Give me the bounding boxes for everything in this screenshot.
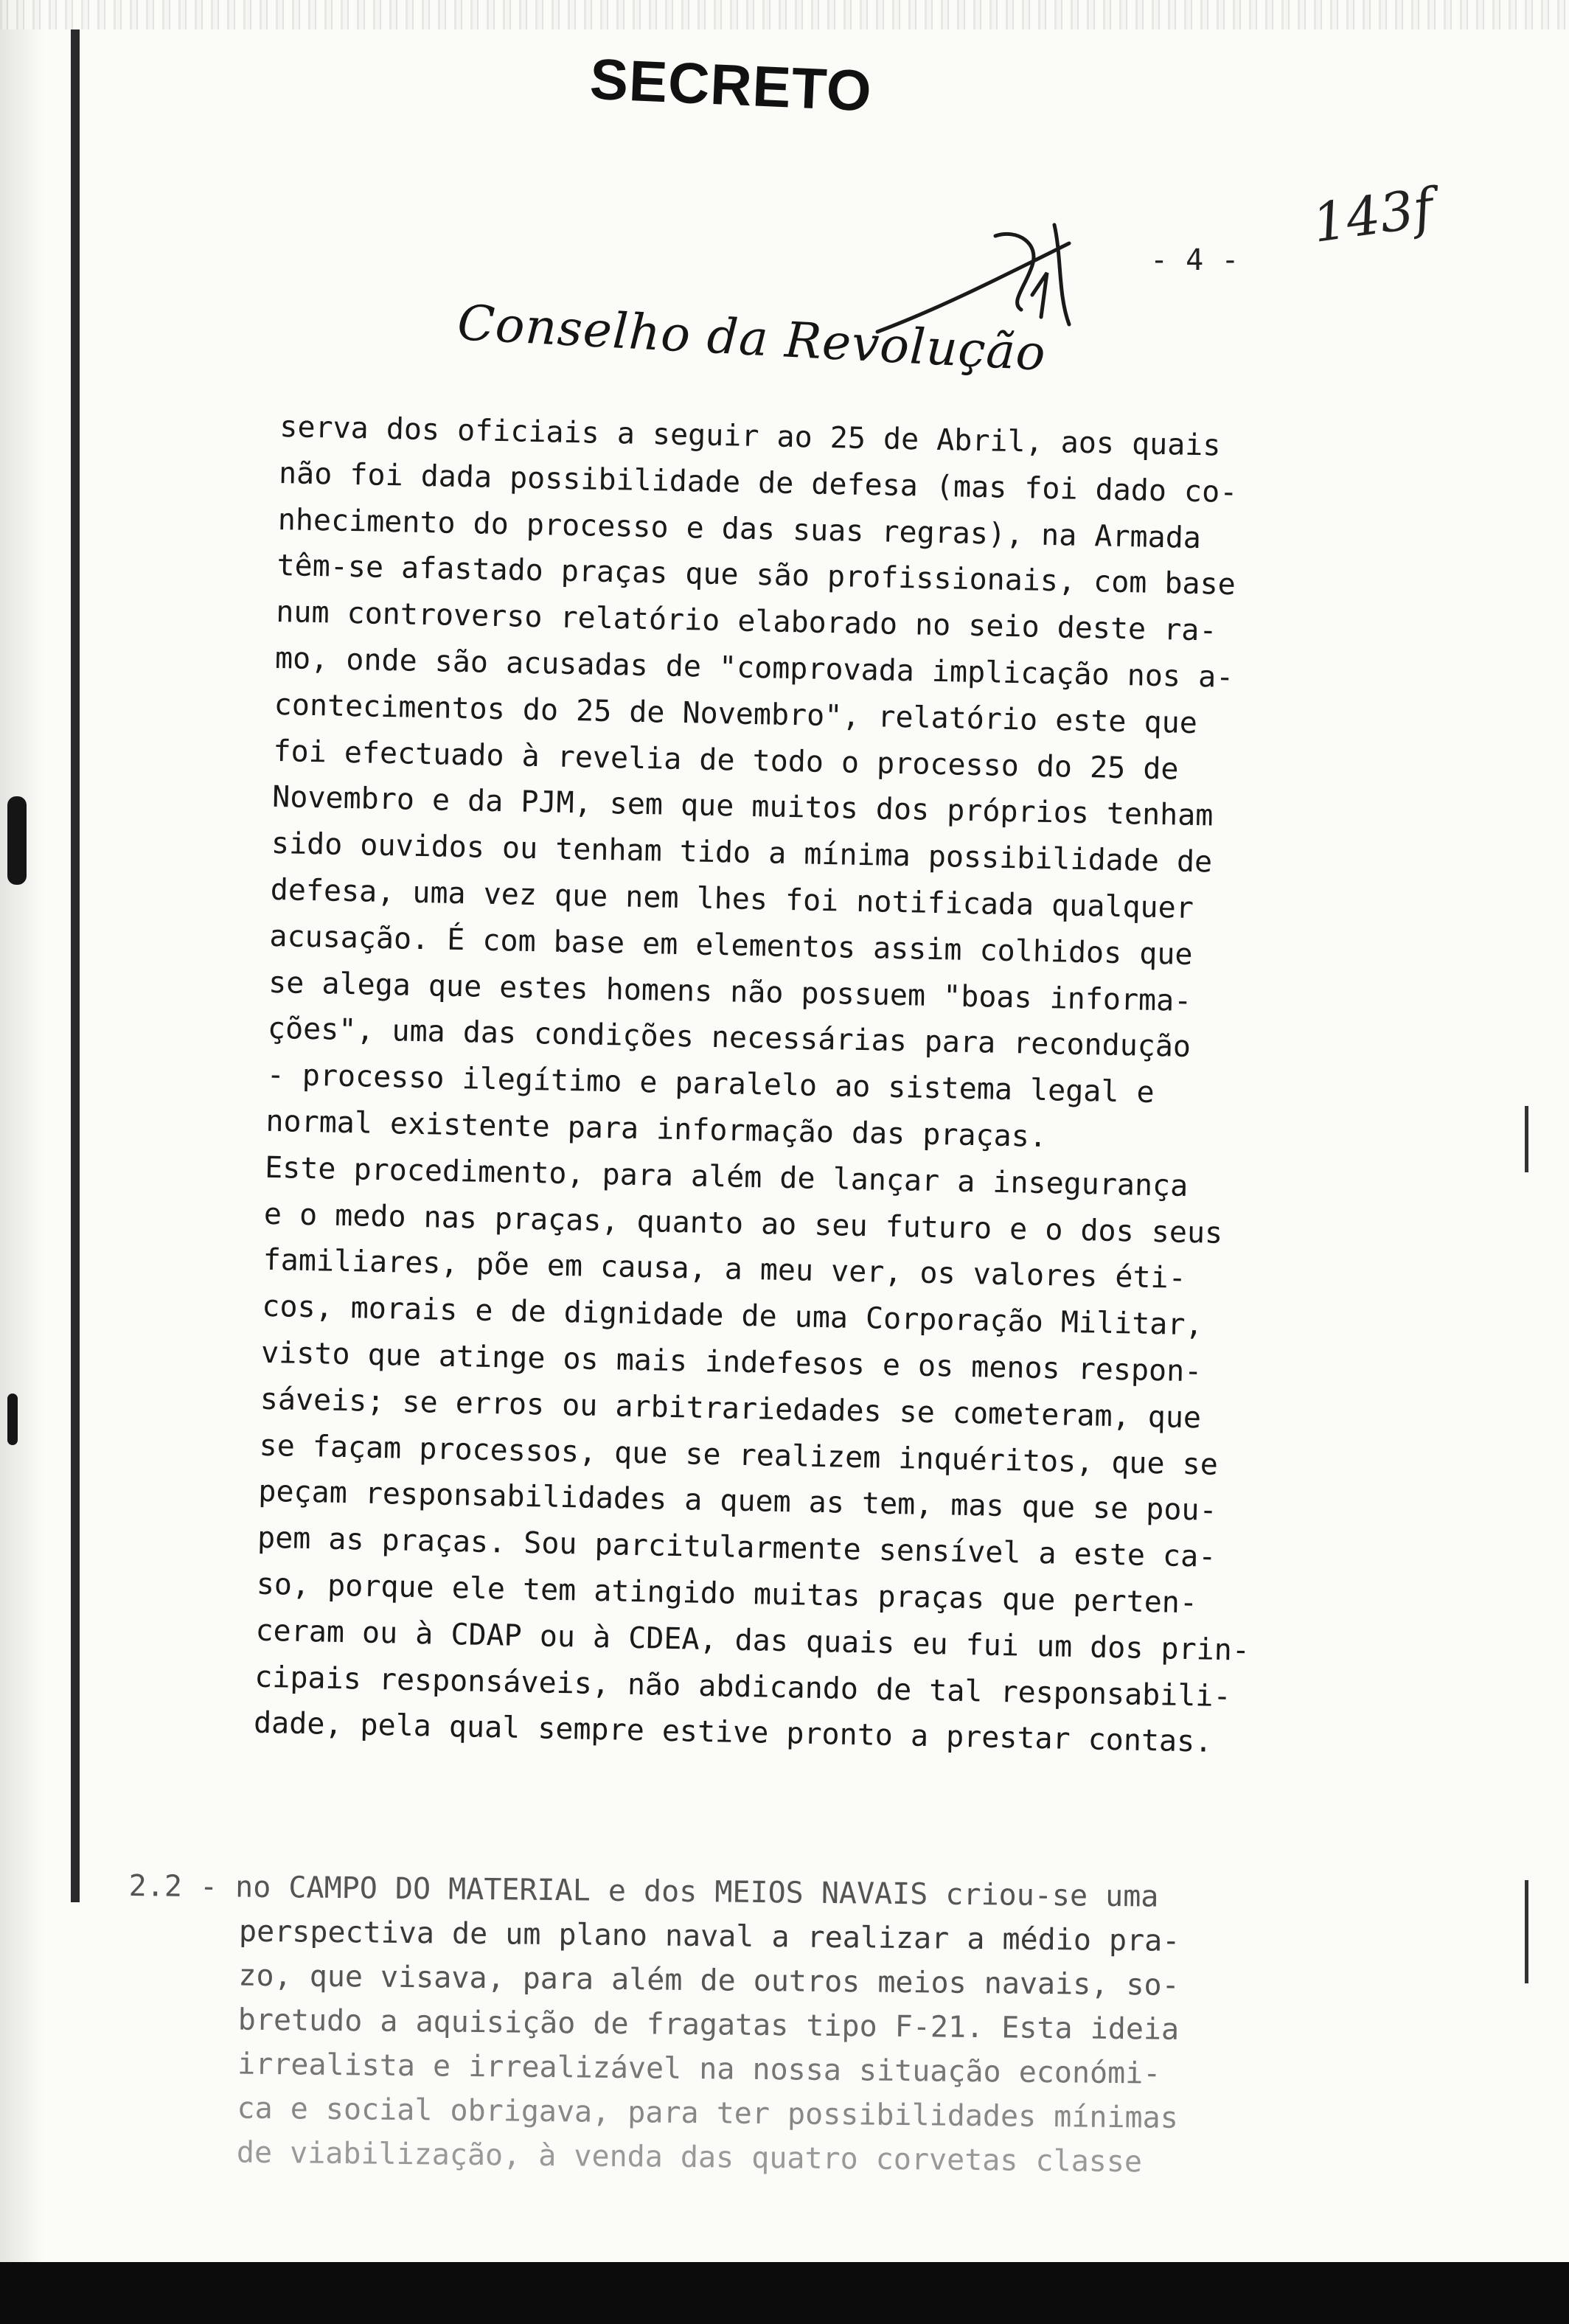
text-line: - processo ilegítimo e paralelo ao sistema legal e (266, 1057, 1155, 1110)
text-line: se façam processos, que se realizem inquéritos, que se (259, 1428, 1219, 1482)
text-line: têm-se afastado praças que são profissionais, com base (276, 549, 1236, 602)
punch-hole-mark (7, 1394, 18, 1445)
text-line: pem as praças. Sou parcitularmente sensível a este ca- (257, 1520, 1217, 1574)
text-line: serva dos oficiais a seguir ao 25 de Abril, aos quais (279, 409, 1221, 463)
text-line: foi efectuado à revelia de todo o processo do 25 de (273, 734, 1179, 787)
text-line: acusação. É com base em elementos assim colhidos que (269, 919, 1193, 972)
text-line: mo, onde são acusadas de "comprovada implicação nos a- (274, 641, 1234, 695)
scan-edge-shadow (0, 0, 44, 2271)
text-line: ceram ou à CDAP ou à CDEA, das quais eu fui um dos prin- (255, 1613, 1250, 1668)
text-line: Este procedimento, para além de lançar a insegurança (264, 1150, 1189, 1203)
text-line: sido ouvidos ou tenham tido a mínima possibilidade de (271, 827, 1213, 880)
text-line: contecimentos do 25 de Novembro", relatório este que (274, 687, 1198, 740)
scan-top-noise (0, 0, 1569, 29)
text-line: e o medo nas praças, quanto ao seu futuro e o dos seus (263, 1197, 1223, 1250)
text-line: familiares, põe em causa, a meu ver, os valores éti- (262, 1243, 1187, 1296)
section-2-2 (126, 1864, 1279, 2185)
text-line: dade, pela qual sempre estive pronto a prestar contas. (253, 1705, 1213, 1760)
text-line: nhecimento do processo e das suas regras), na Armada (277, 502, 1202, 555)
section-first-line: - no CAMPO DO MATERIAL e dos MEIOS NAVAIS criou-se uma (199, 1870, 1159, 1914)
text-line: cos, morais e de dignidade de uma Corporação Militar, (261, 1289, 1203, 1343)
punch-hole-mark (7, 796, 27, 885)
letterhead-title: Conselho da Revolução (456, 294, 1048, 382)
text-line: defesa, uma vez que nem lhes foi notificada qualquer (270, 872, 1194, 925)
text-line: normal existente para informação das praças. (265, 1104, 1048, 1155)
text-line: ções", uma das condições necessárias para recondução (267, 1012, 1191, 1065)
section-number: 2.2 (128, 1868, 183, 1904)
secret-stamp: SECRETO (588, 46, 874, 124)
scan-bottom-border (0, 2262, 1569, 2324)
section-text-line: zo, que visava, para além de outros meios navais, so- (238, 1958, 1180, 2003)
body-paragraph (253, 404, 1326, 1767)
text-line: não foi dada possibilidade de defesa (mas foi dado co- (278, 456, 1238, 509)
text-line: so, porque ele tem atingido muitas praças que perten- (256, 1567, 1198, 1621)
section-text-line: de viabilização, à venda das quatro corvetas classe (236, 2135, 1143, 2179)
section-text-line: bretudo a aquisição de fragatas tipo F-21. Esta ideia (237, 2003, 1180, 2047)
margin-mark (1525, 1880, 1528, 1983)
section-text-line: ca e social obrigava, para ter possibilidades mínimas (237, 2091, 1179, 2135)
text-line: num controverso relatório elaborado no seio deste ra- (275, 595, 1217, 648)
page-number: - 4 - (1150, 243, 1239, 277)
text-line: sáveis; se erros ou arbitrariedades se cometeram, que (260, 1382, 1202, 1436)
margin-mark (1525, 1106, 1528, 1172)
text-line: cipais responsáveis, não abdicando de tal responsabili- (254, 1660, 1232, 1714)
text-line: Novembro e da PJM, sem que muitos dos próprios tenham (271, 780, 1214, 833)
section-text-line: perspectiva de um plano naval a realizar a médio pra- (238, 1914, 1180, 1958)
text-line: se alega que estes homens não possuem "boas informa- (268, 965, 1192, 1018)
section-text-line: irrealista e irrealizável na nossa situação económi- (237, 2047, 1161, 2091)
scan-left-border (71, 29, 80, 1902)
handwritten-annotation: 143f (1308, 175, 1438, 255)
text-line: visto que atinge os mais indefesos e os menos respon- (260, 1335, 1203, 1389)
text-line: peçam responsabilidades a quem as tem, mas que se pou- (257, 1475, 1218, 1528)
